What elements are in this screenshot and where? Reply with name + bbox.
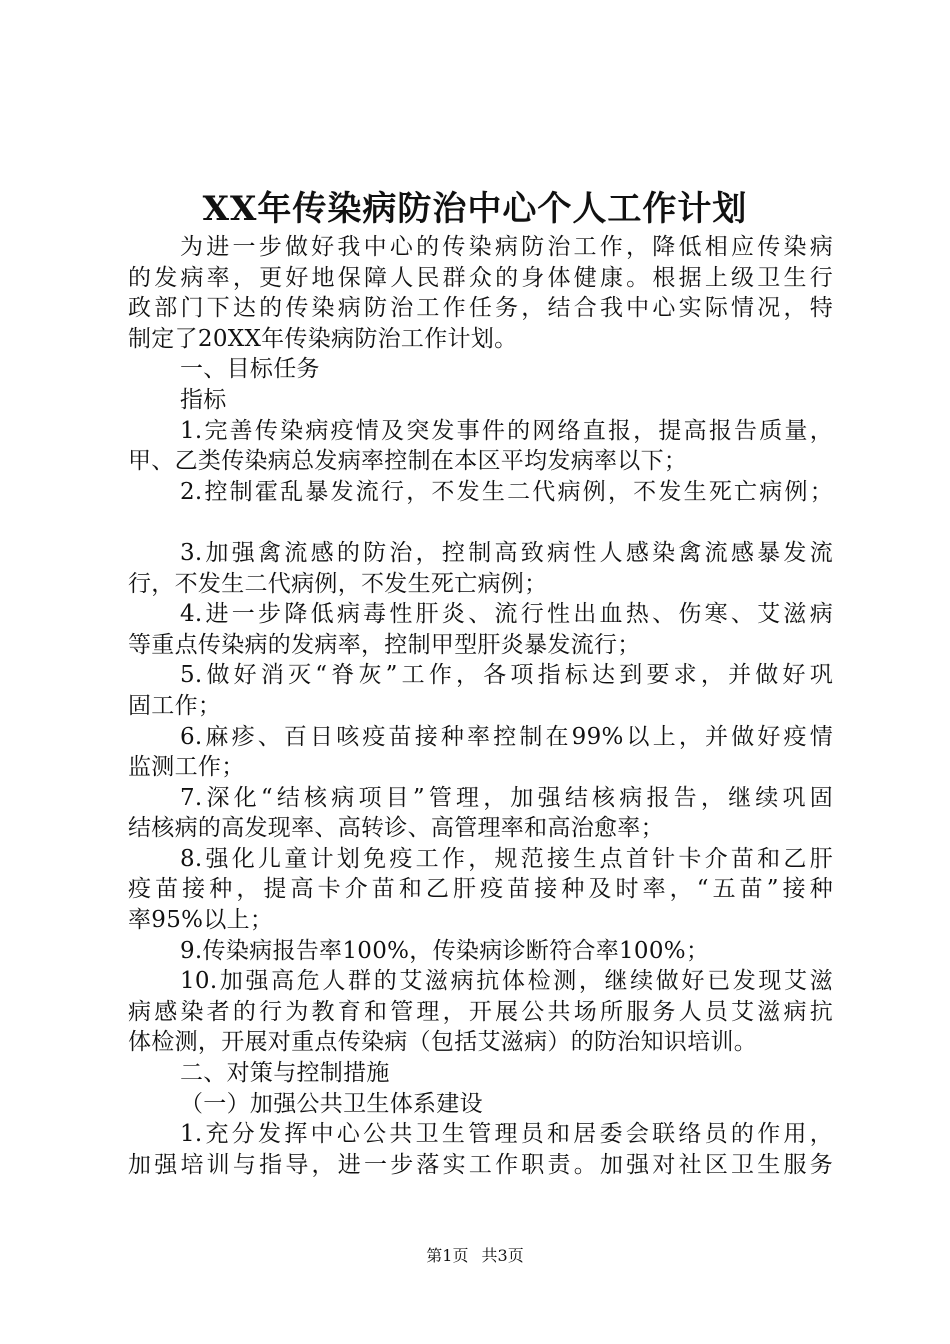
body-text-line (128, 507, 833, 538)
body-text-line: 加强培训与指导，进一步落实工作职责。加强对社区卫生服务 (128, 1151, 833, 1178)
page-footer (0, 1244, 950, 1268)
body-text-line: 等重点传染病的发病率，控制甲型肝炎暴发流行； (128, 631, 641, 658)
body-text-line: 疫苗接种，提高卡介苗和乙肝疫苗接种及时率，“五苗”接种 (128, 876, 833, 903)
body-text-line: 监测工作； (128, 754, 245, 781)
body-text-line: 5.做好消灭“脊灰”工作，各项指标达到要求，并做好巩 (180, 662, 833, 689)
body-text-line: 行，不发生二代病例，不发生死亡病例； (128, 570, 548, 597)
body-text-line: 6.麻疹、百日咳疫苗接种率控制在99%以上，并做好疫情 (180, 723, 833, 750)
body-text-line: 一、目标任务 (180, 356, 320, 383)
body-text-line: 病感染者的行为教育和管理，开展公共场所服务人员艾滋病抗 (128, 998, 833, 1025)
page-number-total: 共3页 (481, 1246, 524, 1265)
body-text-line: 固工作； (128, 692, 222, 719)
body-text-line: 体检测，开展对重点传染病（包括艾滋病）的防治知识培训。 (128, 1029, 758, 1056)
body-text-line: 1.完善传染病疫情及突发事件的网络直报，提高报告质量， (180, 417, 833, 444)
body-text-line: 的发病率，更好地保障人民群众的身体健康。根据上级卫生行 (128, 264, 833, 291)
page-number-current: 第1页 (426, 1246, 469, 1265)
body-text-line: 率95%以上； (128, 907, 274, 934)
body-text-line: 1.充分发挥中心公共卫生管理员和居委会联络员的作用， (180, 1121, 833, 1148)
body-text-line: 二、对策与控制措施 (180, 1060, 390, 1087)
body-text-line: 9.传染病报告率100%，传染病诊断符合率100%； (180, 937, 710, 964)
body-text-line: 7.深化“结核病项目”管理，加强结核病报告，继续巩固 (180, 784, 833, 811)
body-text-line: 政部门下达的传染病防治工作任务，结合我中心实际情况，特 (128, 295, 833, 322)
body-text-line: 指标 (180, 386, 227, 413)
body-text-line: 结核病的高发现率、高转诊、高管理率和高治愈率； (128, 815, 664, 842)
body-text-line: 4.进一步降低病毒性肝炎、流行性出血热、伤寒、艾滋病 (180, 601, 833, 628)
body-text-line: （一）加强公共卫生体系建设 (180, 1090, 483, 1117)
body-text-line: 为进一步做好我中心的传染病防治工作，降低相应传染病 (180, 234, 833, 260)
document-body (128, 232, 833, 1180)
body-text-line: 3.加强禽流感的防治，控制高致病性人感染禽流感暴发流 (180, 539, 833, 566)
document-title: XX年传染病防治中心个人工作计划 (202, 189, 748, 229)
body-text-line: 10.加强高危人群的艾滋病抗体检测，继续做好已发现艾滋 (180, 968, 833, 995)
body-text-line: 8.强化儿童计划免疫工作，规范接生点首针卡介苗和乙肝 (180, 845, 833, 872)
body-text-line: 2.控制霍乱暴发流行，不发生二代病例，不发生死亡病例； (180, 478, 833, 505)
body-text-line: 甲、乙类传染病总发病率控制在本区平均发病率以下； (128, 448, 688, 475)
body-text-line: 制定了20XX年传染病防治工作计划。 (128, 325, 518, 352)
